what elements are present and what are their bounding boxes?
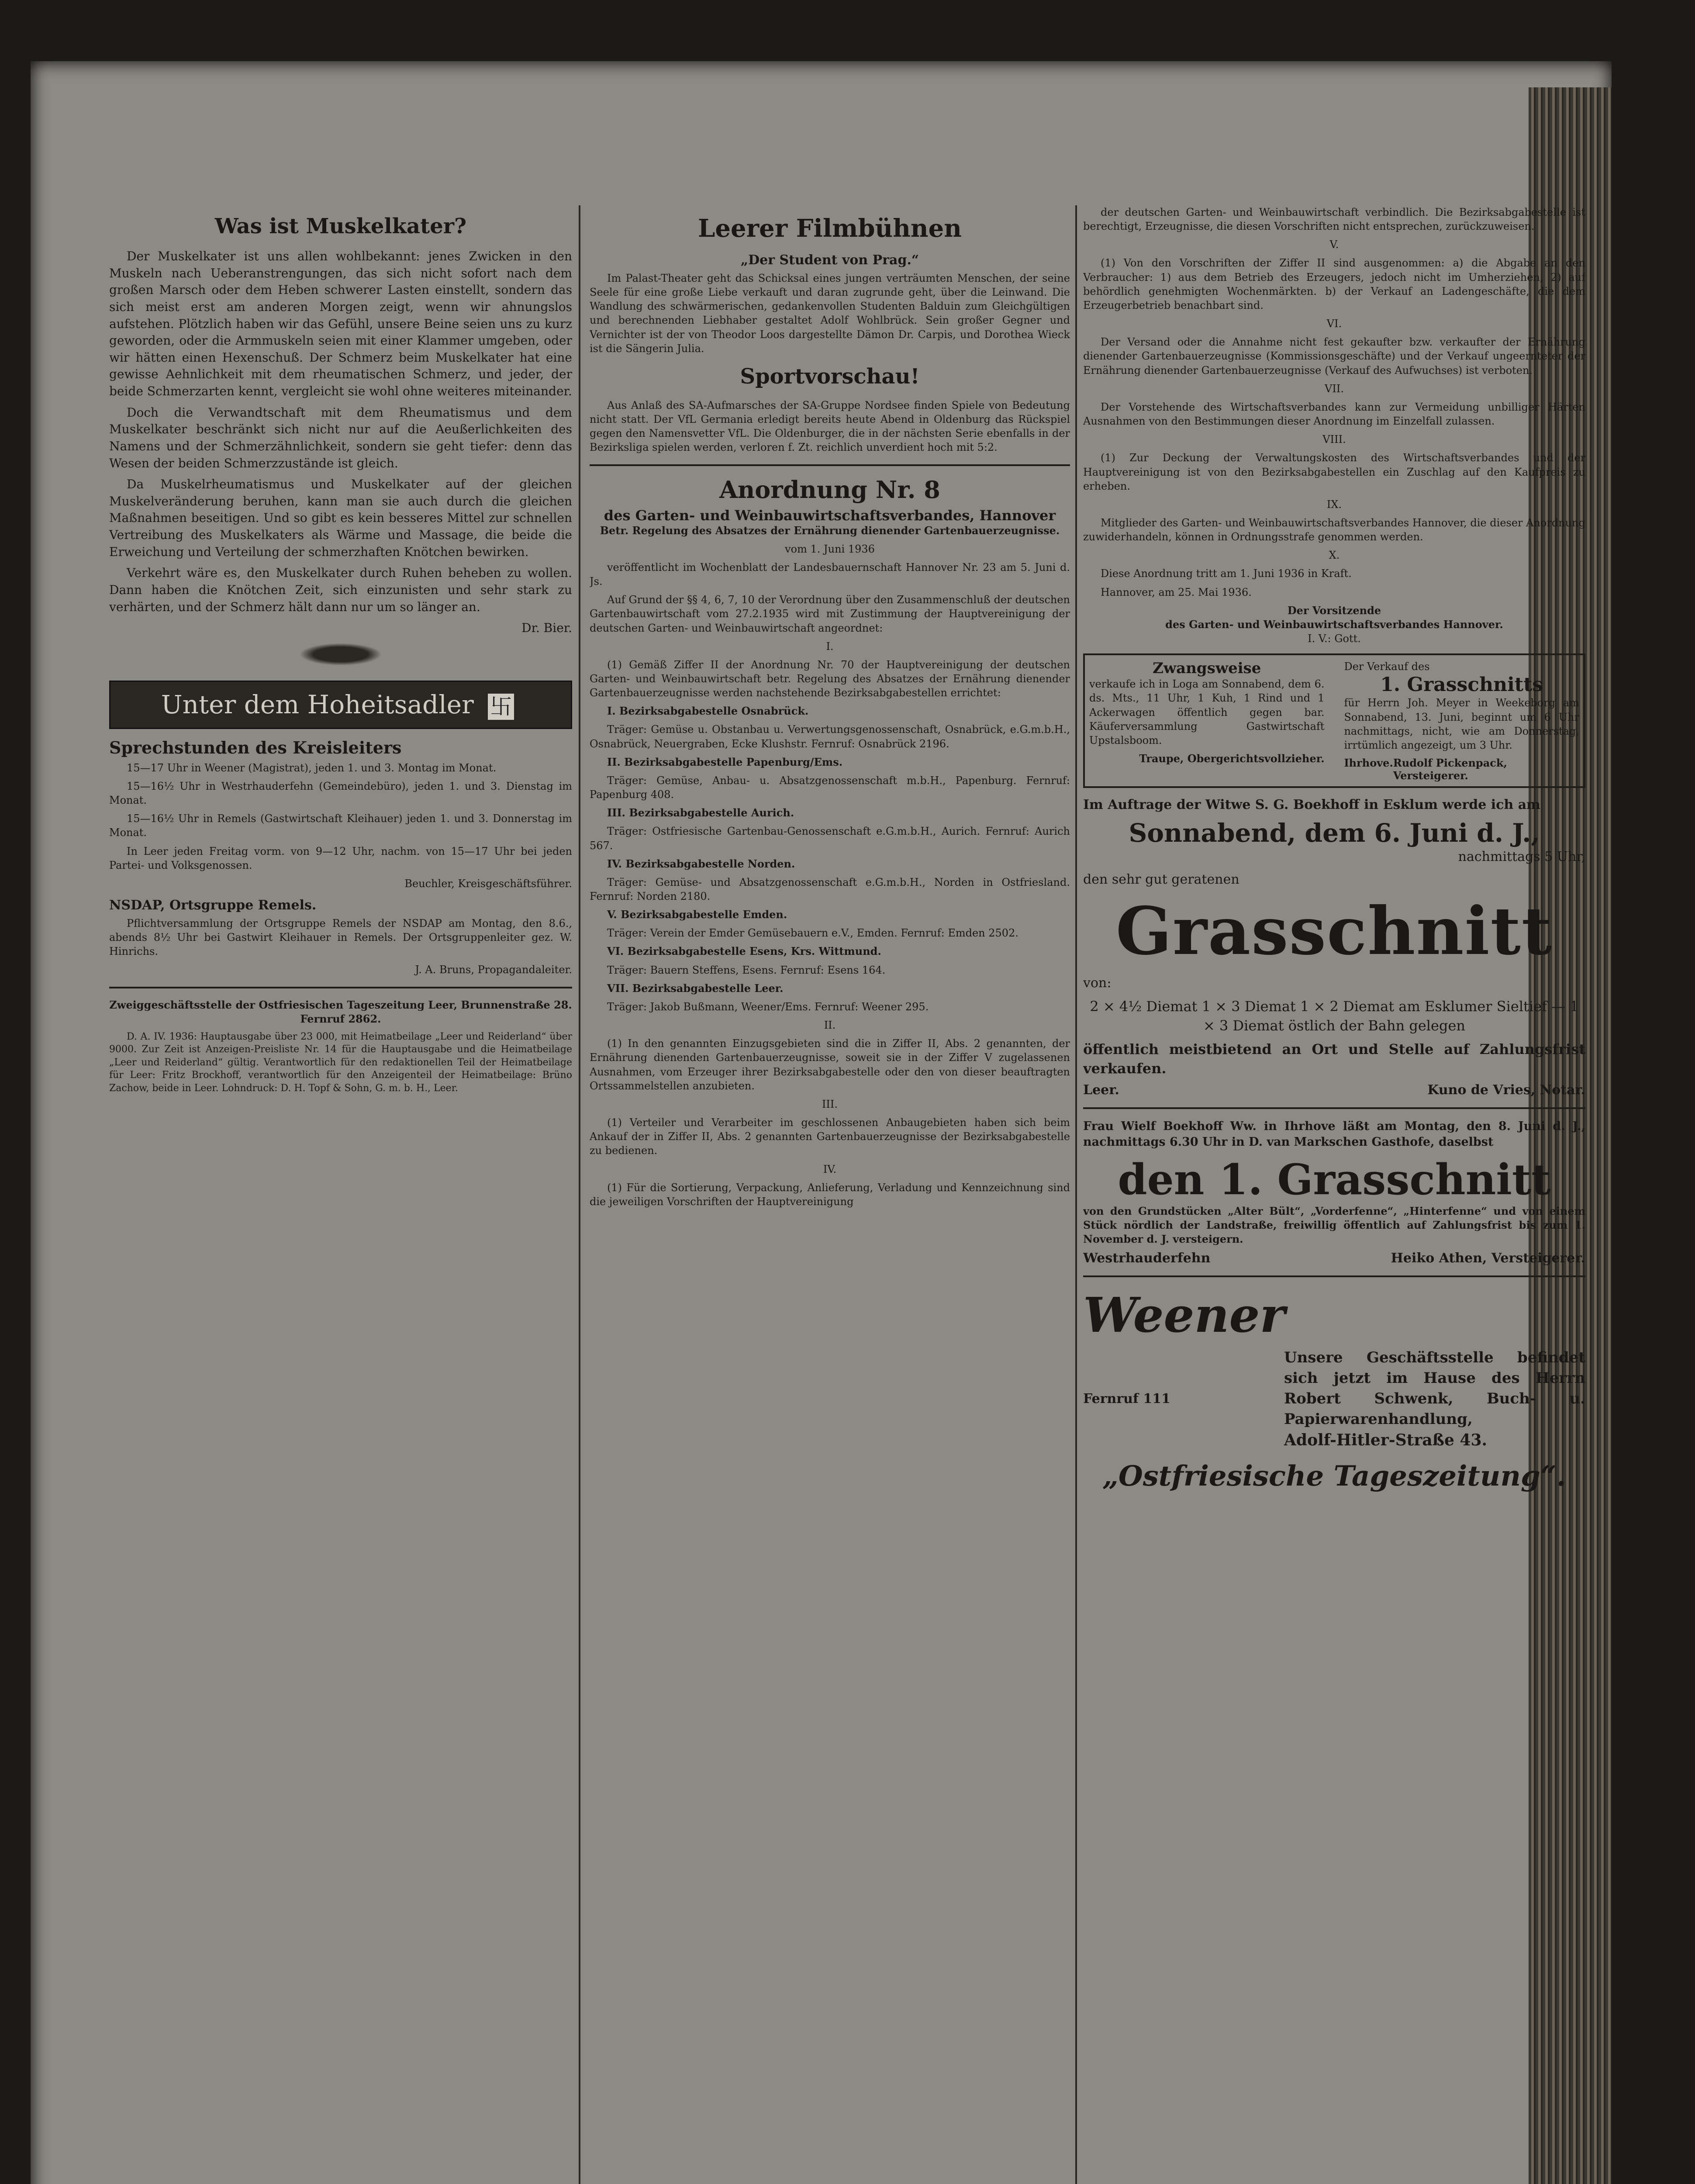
article-paragraph: Da Muskelrheumatismus und Muskelkater auf der gleichen Muskelveränderung beruhen, kann man sie auch durch die gleichen Maßnahmen beseitigen. Und so gibt es kein besseres Mittel zur schnellen Vertreibung des Muskelkaters als Wärme und Massage, die beide die Erweichung und Verteilung der schmerzhaften Knötchen bewirken. bbox=[109, 477, 572, 559]
ordinance-text: (1) Von den Vorschriften der Ziffer II sind ausgenommen: a) die Abgabe an den Verbraucher: 1) aus dem Betrieb des Erzeugers, jedoch nicht im Umherziehen, 2) auf behördlich genehmigten Wochenmärkten. b) der Verkauf an Ladengeschäfte, die dem Erzeugerbetrieb benachbart sind. bbox=[1083, 257, 1585, 311]
ad-row bbox=[1083, 653, 1585, 788]
office-text: Träger: Bauern Steffens, Esens. Fernruf: Esens 164. bbox=[607, 964, 886, 976]
divider bbox=[1083, 1275, 1585, 1277]
ordinance-text: (1) In den genannten Einzugsgebieten sind die in Ziffer II, Abs. 2 genannten, der Ernährung dienenden Gartenbauerzeugnisse, soweit sie in der Ziffer V zugelassenen Ausnahmen, vom Erzeuger ihrer Bezirksabgabestelle oder den von dieser beauftragten Ortssammelstellen anzubieten. bbox=[590, 1037, 1070, 1092]
swastika-emblem-icon: 卐 bbox=[488, 694, 514, 720]
office-heading: III. Bezirksabgabestelle Aurich. bbox=[607, 806, 794, 819]
office-heading: IV. Bezirksabgabestelle Norden. bbox=[607, 857, 795, 870]
column-middle bbox=[590, 205, 1070, 1213]
ad-script-title: Weener bbox=[1083, 1287, 1285, 1343]
ad-signature: Kuno de Vries, Notar. bbox=[1427, 1082, 1585, 1098]
section-number: VI. bbox=[1326, 318, 1342, 330]
ad-place: Leer. bbox=[1083, 1082, 1119, 1098]
ad-intro: Im Auftrage der Witwe S. G. Boekhoff in Esklum werde ich am bbox=[1083, 797, 1540, 812]
ad-intro: Der Verkauf des bbox=[1344, 660, 1430, 673]
article-paragraph: Im Palast-Theater geht das Schicksal eines jungen verträumten Menschen, der seine Seele für eine große Liebe verkauft und daran zugrunde geht, über die Leinwand. Die Wandlung des schwärmerischen, gedankenvollen Studenten Balduin zum Gleichgültigen und berechnenden Liebhaber gestaltet Adolf Wohlbrück. Sein großer Gegner und Vernichter ist der von Theodor Loos dargestellte Dämon Dr. Carpis, und Dorothea Wieck ist die Sängerin Julia. bbox=[590, 272, 1070, 355]
office-text: Träger: Gemüse- und Absatzgenossenschaft e.G.m.b.H., Norden in Ostfriesland. Fernruf: Norden 2180. bbox=[590, 876, 1070, 902]
notice-signature: Beuchler, Kreisgeschäftsführer. bbox=[404, 877, 572, 890]
notice-text: Pflichtversammlung der Ortsgruppe Remels der NSDAP am Montag, den 8.6., abends 8½ Uhr bei Gastwirt Kleihauer in Remels. Der Ortsgruppenleiter gez. W. Hinrichs. bbox=[109, 917, 572, 958]
section-heading: NSDAP, Ortsgruppe Remels. bbox=[109, 897, 317, 913]
ad-title: 1. Grasschnitts bbox=[1380, 674, 1543, 696]
ad-footer bbox=[1083, 1251, 1585, 1266]
office-text: Träger: Gemüse, Anbau- u. Absatzgenossenschaft m.b.H., Papenburg. Fernruf: Papenburg 408. bbox=[590, 774, 1070, 801]
ad-text: von den Grundstücken „Alter Bült“, „Vorderfenne“, „Hinterfenne“ und von einem Stück nördlich der Landstraße, freiwillig öffentlich auf Zahlungsfrist bis zum 1. November d. J. versteigern. bbox=[1083, 1204, 1585, 1245]
ad-office-row bbox=[1083, 1348, 1585, 1455]
ad-headline: den 1. Grasschnitt bbox=[1118, 1154, 1551, 1204]
section-number: III. bbox=[822, 1098, 838, 1110]
ad-signature: Heiko Athen, Versteigerer. bbox=[1391, 1251, 1585, 1266]
ad-office-block bbox=[1284, 1348, 1585, 1455]
article-paragraph: Der Muskelkater ist uns allen wohlbekannt: jenes Zwicken in den Muskeln nach Ueberanstrengungen, das sich nicht sofort nach dem großen Marsch oder dem Heben schwerer Lasten einstellt, sondern das sich meist erst am anderen Morgen zeigt, wenn wir ahnungslos aufstehen. Plötzlich haben wir das Gefühl, unsere Beine seien uns zu kurz geworden, oder die Armmuskeln seien mit einer Klammer umgeben, oder wir hätten einen Hexenschuß. Der Schmerz beim Muskelkater hat eine gewisse Aehnlichkeit mit dem rheumatischen Schmerz, und jeder, der beide Schmerzarten kennt, vergleicht sie wohl ohne weiteres miteinander. bbox=[109, 249, 572, 398]
section-number: VIII. bbox=[1322, 433, 1346, 446]
ad-time: nachmittags 5 Uhr, bbox=[1458, 849, 1585, 865]
ad-intro: Frau Wielf Boekhoff Ww. in Ihrhove läßt am Montag, den 8. Juni d. J., nachmittags 6.30 Uhr in D. van Markschen Gasthofe, daselbst bbox=[1083, 1120, 1585, 1149]
section-number: VII. bbox=[1325, 382, 1344, 395]
section-number: I. bbox=[826, 640, 834, 653]
office-heading: I. Bezirksabgabestelle Osnabrück. bbox=[607, 705, 809, 718]
ad-title: Zwangsweise bbox=[1153, 660, 1261, 677]
ad-von: von: bbox=[1083, 975, 1112, 991]
divider bbox=[1083, 1107, 1585, 1109]
ordinance-text: (1) Zur Deckung der Verwaltungskosten des Wirtschaftsverbandes und der Hauptvereinigung ist von den Bezirksabgabestellen ein Zuschlag auf den Kaufpreis zu erheben. bbox=[1083, 452, 1585, 492]
section-number: IX. bbox=[1326, 498, 1342, 511]
article-paragraph: Verkehrt wäre es, den Muskelkater durch Ruhen beheben zu wollen. Dann haben die Knötchen Zeit, sich einzunisten und sehr stark zu verhärten, und der Schmerz hält dann nur um so länger an. bbox=[109, 566, 572, 614]
ordinance-text: (1) Für die Sortierung, Verpackung, Anlieferung, Verladung und Kennzeichnung sind die jeweiligen Vorschriften der Hauptvereinigung bbox=[590, 1181, 1070, 1208]
section-number: X. bbox=[1329, 549, 1340, 562]
ordinance-signature: I. V.: Gott. bbox=[1308, 632, 1361, 645]
ad-text: verkaufe ich in Logа am Sonnabend, dem 6. ds. Mts., 11 Uhr, 1 Kuh, 1 Rind und 1 Ackerwagen öffentlich gegen bar. Käuferversammlung Gastwirtschaft Upstalsboom. bbox=[1089, 678, 1325, 746]
ad-footer bbox=[1344, 757, 1579, 782]
section-title: Sportvorschau! bbox=[740, 364, 920, 389]
section-banner bbox=[109, 681, 572, 729]
ad-pretitle: den sehr gut geratenen bbox=[1083, 871, 1239, 887]
ordinance-text: Der Vorstehende des Wirtschaftsverbandes kann zur Vermeidung unbilliger Härten Ausnahmen von den Bestimmungen dieser Anordnung im Einzelfall zulassen. bbox=[1083, 401, 1585, 428]
ordinance-signature: Der Vorsitzende bbox=[1287, 604, 1381, 617]
section-number: IV. bbox=[823, 1163, 837, 1175]
notice-line: 15—17 Uhr in Weener (Magistrat), jeden 1. und 3. Montag im Monat. bbox=[127, 761, 497, 774]
column-rule bbox=[1075, 205, 1077, 2184]
office-text: Träger: Verein der Emder Gemüsebauern e.V., Emden. Fernruf: Emden 2502. bbox=[607, 927, 1018, 940]
office-text: Träger: Ostfriesische Gartenbau-Genossenschaft e.G.m.b.H., Aurich. Fernruf: Aurich 567. bbox=[590, 825, 1070, 852]
ad-text: Unsere Geschäftsstelle befindet sich jetzt im Hause des Herrn Robert Schwenk, Buch- u. Papierwarenhandlung, bbox=[1284, 1349, 1585, 1428]
ad-newspaper-name: „Ostfriesische Tageszeitung“. bbox=[1102, 1460, 1566, 1493]
article-paragraph: Aus Anlaß des SA-Aufmarsches der SA-Gruppe Nordsee finden Spiele von Bedeutung nicht statt. Der VfL Germania erledigt bereits heute Abend in Oldenburg das Rückspiel gegen den Namensvetter VfL. Die Oldenburger, die in der nächsten Serie ebenfalls in der Bezirksliga spielen werden, verloren f. Zt. reichlich unverdient hoch mit 5:2. bbox=[590, 399, 1070, 454]
ad-parcel-list: 2 × 4½ Diemat 1 × 3 Diemat 1 × 2 Diemat am Esklumer Sieltief — 1 × 3 Diemat östlich der Bahn gelegen bbox=[1090, 998, 1579, 1034]
office-text: Träger: Jakob Bußmann, Weener/Ems. Fernruf: Weener 295. bbox=[607, 1000, 929, 1013]
ordinance-place-date: Hannover, am 25. Mai 1936. bbox=[1101, 586, 1252, 598]
eagle-emblem-icon bbox=[293, 641, 389, 667]
notice-line: 15—16½ Uhr in Remels (Gastwirtschaft Kleihauer) jeden 1. und 3. Donnerstag im Monat. bbox=[109, 812, 572, 839]
ad-footer bbox=[1083, 1082, 1585, 1098]
film-subtitle: „Der Student von Prag.“ bbox=[740, 252, 919, 268]
column-rule bbox=[579, 205, 580, 2184]
ordinance-date: vom 1. Juni 1936 bbox=[785, 543, 875, 555]
ordinance-text: (1) Verteiler und Verarbeiter im geschlossenen Anbaugebieten haben sich beim Ankauf der in Ziffer II, Abs. 2 genannten Gartenbauerzeugnisse der Bezirksabgabestelle zu bedienen. bbox=[590, 1116, 1070, 1157]
newspaper-page bbox=[31, 61, 1612, 2184]
ordinance-signature: des Garten- und Weinbauwirtschaftsverbandes Hannover. bbox=[1165, 618, 1503, 631]
section-title: Leerer Filmbühnen bbox=[698, 214, 962, 243]
ordinance-publication: veröffentlicht im Wochenblatt der Landesbauernschaft Hannover Nr. 23 am 5. Juni d. Js. bbox=[590, 561, 1070, 588]
ordinance-text: Diese Anordnung tritt am 1. Juni 1936 in Kraft. bbox=[1101, 567, 1352, 580]
ad-wielf-boekhoff bbox=[1083, 1119, 1585, 1266]
ordinance-title: Anordnung Nr. 8 bbox=[719, 475, 940, 504]
ad-forced-sale bbox=[1089, 660, 1325, 770]
ad-signature: Traupe, Obergerichtsvollzieher. bbox=[1139, 752, 1325, 765]
ad-signature: Rudolf Pickenpack, Versteigerer. bbox=[1393, 757, 1507, 782]
ad-text: für Herrn Joh. Meyer in Weekeborg am Sonnabend, 13. Juni, beginnt um 6 Uhr nachmittags, nicht, wie am Donnerstag, irrtümlich angezeigt, um 3 Uhr. bbox=[1344, 697, 1579, 751]
ordinance-text: Auf Grund der §§ 4, 6, 7, 10 der Verordnung über den Zusammenschluß der deutschen Gartenbauwirtschaft vom 27.2.1935 wird mit Zustimmung der Hauptvereinigung der deutschen Garten- und Weinbauwirtschaft angeordnet: bbox=[590, 594, 1070, 634]
ad-text: öffentlich meistbietend an Ort und Stelle auf Zahlungsfrist verkaufen. bbox=[1083, 1040, 1585, 1077]
ad-place: Westrhauderfehn bbox=[1083, 1251, 1211, 1266]
section-number: II. bbox=[824, 1019, 836, 1032]
notice-signature: J. A. Bruns, Propagandaleiter. bbox=[415, 964, 572, 976]
notice-line: In Leer jeden Freitag vorm. von 9—12 Uhr, nachm. von 15—17 Uhr bei jeden Partei- und Volksgenossen. bbox=[109, 845, 572, 871]
ordinance-subject: Betr. Regelung des Absatzes der Ernährung dienender Gartenbauerzeugnisse. bbox=[600, 524, 1060, 537]
office-text: Träger: Gemüse u. Obstanbau u. Verwertungsgenossenschaft, Osnabrück, e.G.m.b.H., Osnabrück, Neuergraben, Ecke Klushstr. Fernruf: Osnabrück 2196. bbox=[590, 723, 1070, 750]
ad-boekhoff-grass-cut bbox=[1083, 796, 1585, 1098]
ordinance-text: der deutschen Garten- und Weinbauwirtschaft verbindlich. Die Bezirksabgabestelle ist berechtigt, Erzeugnisse, die diesen Vorschriften nicht entsprechen, zurückzuweisen. bbox=[1083, 206, 1585, 233]
section-heading: Sprechstunden des Kreisleiters bbox=[109, 737, 402, 757]
ad-headline: Grasschnitt bbox=[1115, 893, 1553, 970]
ad-street: Adolf-Hitler-Straße 43. bbox=[1284, 1431, 1488, 1449]
article-paragraph: Doch die Verwandtschaft mit dem Rheumatismus und dem Muskelkater beschränkt sich nicht nur auf die Aeußerlichkeiten des Namens und der Schmerzähnlichkeit, sondern sie geht tiefer: denn das Wesen der beiden Schmerzzustände ist gleich. bbox=[109, 405, 572, 470]
imprint-title: Zweiggeschäftsstelle der Ostfriesischen Tageszeitung Leer, Brunnenstraße 28. Fernruf 2862. bbox=[109, 998, 572, 1025]
ordinance-text: (1) Gemäß Ziffer II der Anordnung Nr. 70 der Hauptvereinigung der deutschen Garten- und Weinbauwirtschaft betr. Regelung des Absatzes der Ernährung dienender Gartenbauerzeugnisse werden nachstehende Bezirksabgabestellen errichtet: bbox=[590, 658, 1070, 699]
column-right bbox=[1083, 205, 1585, 1497]
office-heading: V. Bezirksabgabestelle Emden. bbox=[607, 908, 787, 921]
ordinance-subtitle: des Garten- und Weinbauwirtschaftsverbandes, Hannover bbox=[604, 507, 1056, 524]
office-heading: VII. Bezirksabgabestelle Leer. bbox=[607, 981, 784, 995]
notice-line: 15—16½ Uhr in Westrhauderfehn (Gemeindebüro), jeden 1. und 3. Dienstag im Monat. bbox=[109, 780, 572, 807]
ad-weener-office bbox=[1083, 1287, 1585, 1493]
ad-date: Sonnabend, dem 6. Juni d. J., bbox=[1129, 818, 1540, 848]
article-title: Was ist Muskelkater? bbox=[214, 214, 467, 238]
ad-grass-cut-meyer bbox=[1344, 660, 1579, 782]
section-number: V. bbox=[1329, 238, 1339, 251]
office-heading: VI. Bezirksabgabestelle Esens, Krs. Wittmund. bbox=[607, 945, 881, 958]
column-left bbox=[109, 205, 572, 1099]
office-heading: II. Bezirksabgabestelle Papenburg/Ems. bbox=[607, 755, 843, 768]
article-author: Dr. Bier. bbox=[521, 621, 572, 636]
divider bbox=[109, 987, 572, 988]
ad-phone: Fernruf 111 bbox=[1083, 1391, 1170, 1406]
ordinance-text: Mitglieder des Garten- und Weinbauwirtschaftsverbandes Hannover, die dieser Anordnung zuwiderhandeln, können in Ordnungsstrafe genommen werden. bbox=[1083, 516, 1585, 543]
ad-place: Ihrhove. bbox=[1344, 757, 1393, 769]
banner-title: Unter dem Hoheitsadler bbox=[161, 689, 474, 719]
imprint-text: D. A. IV. 1936: Hauptausgabe über 23 000, mit Heimatbeilage „Leer und Reiderland“ über 9000. Zur Zeit ist Anzeigen-Preisliste Nr. 14 für die Hauptausgabe und die Heimatbeilage „Leer und Reiderland“ gültig. Verantwortlich für den redaktionellen Teil der Heimatbeilage für Leer: Fritz Brockhoff, verantwortlich für den Anzeigenteil der Heimatbeilage: Brüno Zachow, beide in Leer. Lohndruck: D. H. Topf & Sohn, G. m. b. H., Leer. bbox=[109, 1031, 572, 1094]
divider bbox=[590, 464, 1070, 466]
ordinance-text: Der Versand oder die Annahme nicht fest gekaufter bzw. verkaufter der Ernährung dienender Gartenbauerzeugnisse (Kommissionsgeschäfte) und der Verkauf ungeernteter der Ernährung dienender Gartenbauerzeugnisse (Verkauf des Aufwuchses) ist verboten. bbox=[1083, 336, 1585, 377]
